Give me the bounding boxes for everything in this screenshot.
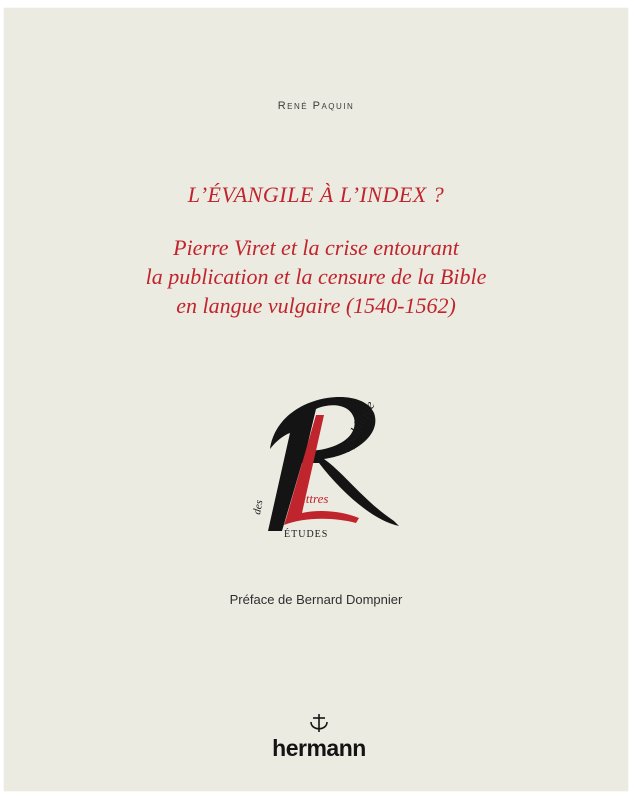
- subtitle-line-1: Pierre Viret et la crise entourant: [173, 235, 459, 260]
- author-name: René Paquin: [277, 100, 355, 112]
- hermann-emblem-icon: [311, 714, 327, 732]
- book-title: L’ÉVANGILE À L’INDEX ?: [187, 182, 445, 207]
- preface-credit: Préface de Bernard Dompnier: [229, 592, 403, 607]
- logo-word-ettres: ettres: [300, 491, 329, 506]
- republique-des-lettres-logo: [224, 393, 414, 553]
- book-subtitle: [4, 233, 628, 320]
- subtitle-line-3: en langue vulgaire (1540-1562): [176, 293, 456, 318]
- logo-word-des: des: [251, 498, 266, 516]
- book-cover: [4, 8, 628, 791]
- logo-word-epublique: épublique: [339, 399, 379, 455]
- publisher-name: hermann: [272, 735, 366, 761]
- hermann-logo: [239, 714, 399, 764]
- logo-label-etudes: ÉTUDES: [284, 529, 329, 540]
- subtitle-line-2: la publication et la censure de la Bible: [145, 264, 487, 289]
